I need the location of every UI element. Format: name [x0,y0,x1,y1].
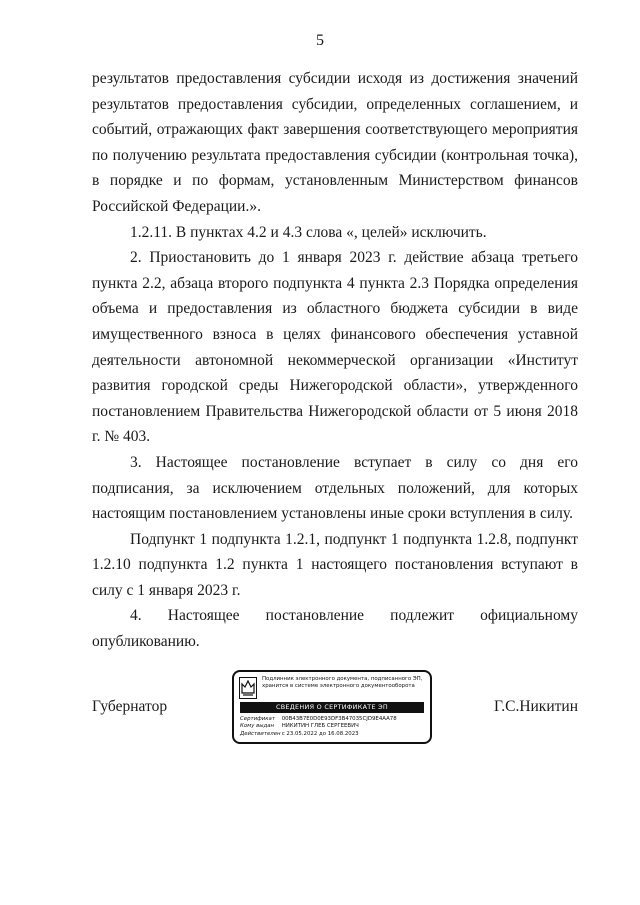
stamp-field-certificate [240,716,428,723]
paragraph-item-4: 4. Настоящее постановление подлежит официальному опубликованию. [92,607,578,651]
stamp-field-label: Кому выдан [240,723,275,730]
stamp-field-value: НИКИТИН ГЛЕБ СЕРГЕЕВИЧ [281,723,359,730]
stamp-field-value: 00B43B7E0D0E93DF3B47035CJD9E4AA78 [281,716,397,722]
stamp-field-value: с 23.05.2022 до 16.08.2023 [281,730,359,737]
stamp-fields [240,716,428,738]
paragraph-item-3-subclause: Подпункт 1 подпункта 1.2.1, подпункт 1 подпункта 1.2.8, подпункт 1.2.10 подпункта 1.2 пункта 1 настоящего постановления вступают в силу с 1 января 2023 г. [92,530,578,599]
stamp-notice: Подлинник электронного документа, подписанного ЭП, хранится в системе электронного документооборота [262,676,423,689]
paragraph-item-2: 2. Приостановить до 1 января 2023 г. действие абзаца третьего пункта 2.2, абзаца второго подпункта 4 пункта 2.3 Порядка определения объема и предоставления из областного бюджета субсидии в виде имущественного взноса в целях финансового обеспечения уставной деятельности автономной некоммерческой организации «Институт развития городской среды Нижегородской области», утвержденного постановлением Правительства Нижегородской области от 5 июня 2018 г. № 403. [92,249,578,446]
paragraph-continuation: результатов предоставления субсидии исходя из достижения значений результатов предоставления субсидии, определенных соглашением, и событий, отражающих факт завершения соответствующего мероприятия по получению результата предоставления субсидии (контрольная точка), в порядке и по формам, установленным Министерством финансов Российской Федерации.». [92,70,578,215]
stamp-band: СВЕДЕНИЯ О СЕРТИФИКАТЕ ЭП [240,702,424,713]
page-number: 5 [316,32,324,49]
signer-name: Г.С.Никитин [494,698,578,715]
stamp-field-label: Действителен [240,730,281,737]
coat-of-arms-icon [239,677,257,699]
stamp-field-label: Сертификат [240,716,275,722]
document-body [92,66,578,655]
signature-block [92,670,578,750]
paragraph-1-2-11: 1.2.11. В пунктах 4.2 и 4.3 слова «, целей» исключить. [130,223,487,241]
electronic-signature-stamp [232,670,432,744]
signer-title: Губернатор [92,698,168,715]
stamp-field-validity [240,731,428,738]
stamp-field-issued-to [240,723,428,730]
paragraph-item-3: 3. Настоящее постановление вступает в силу со дня его подписания, за исключением отдельных положений, для которых настоящим постановлением установлены иные сроки вступления в силу. [92,453,578,523]
